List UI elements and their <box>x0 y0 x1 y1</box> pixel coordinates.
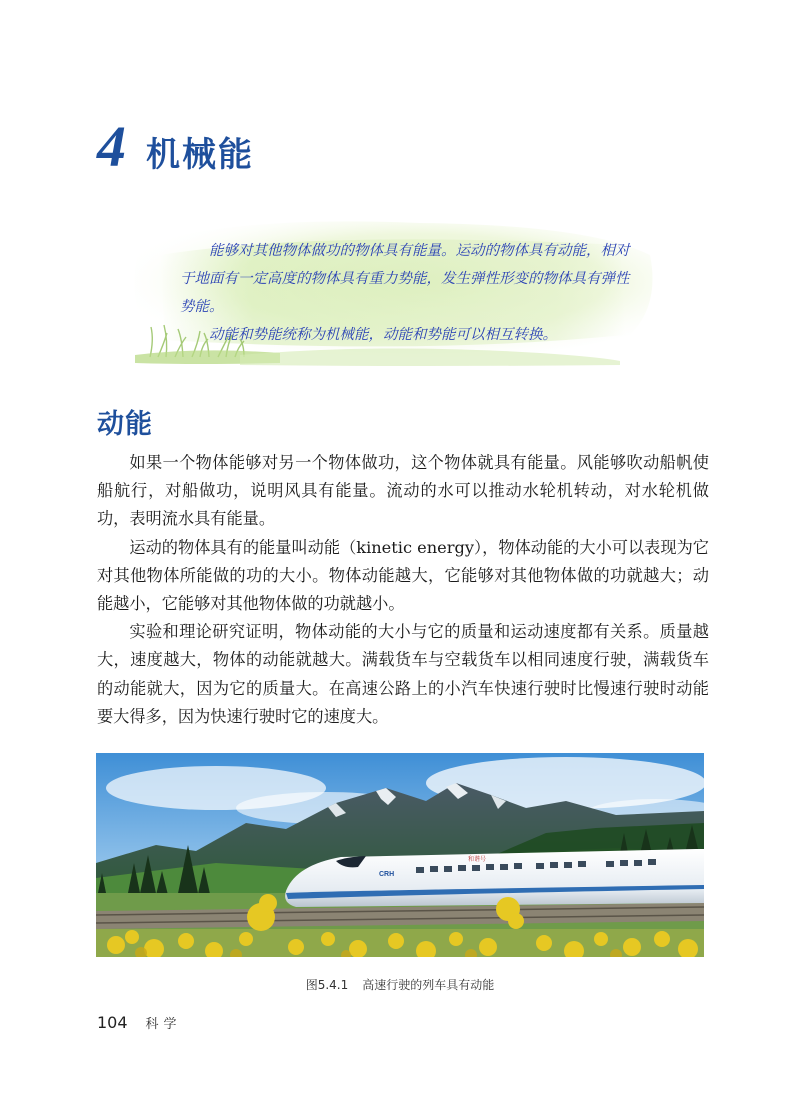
book-title: 科学 <box>145 1017 182 1032</box>
summary-paragraph: 能够对其他物体做功的物体具有能量。运动的物体具有动能，相对于地面有一定高度的物体具有重力势能，发生弹性形变的物体具有弹性势能。 <box>180 243 630 315</box>
chapter-number: 4 <box>97 114 126 179</box>
figure-number: 图5.4.1 <box>305 978 349 992</box>
figure-caption <box>0 976 800 993</box>
body-paragraph: 运动的物体具有的能量叫动能（kinetic energy），物体动能的大小可以表现为它对其他物体所能做的功的大小。物体动能越大，它能够对其他物体做的功就越大；动能越小，它能够对其他物体做的功就越小。 <box>97 537 709 614</box>
figure-caption-text: 高速行驶的列车具有动能 <box>362 978 495 992</box>
body-text <box>97 449 709 731</box>
chapter-summary-box <box>120 215 660 375</box>
section-title: 动能 <box>97 409 153 440</box>
train-landscape-illustration <box>96 753 704 957</box>
body-paragraph: 实验和理论研究证明，物体动能的大小与它的质量和运动速度都有关系。质量越大，速度越大，物体的动能就越大。满载货车与空载货车以相同速度行驶，满载货车的动能就大，因为它的质量大。在高速公路上的小汽车快速行驶时比慢速行驶时动能要大得多，因为快速行驶时它的速度大。 <box>97 622 709 726</box>
body-paragraph: 如果一个物体能够对另一个物体做功，这个物体就具有能量。风能够吹动船帆使船航行，对船做功，说明风具有能量。流动的水可以推动水轮机转动，对水轮机做功，表明流水具有能量。 <box>97 453 709 529</box>
summary-text <box>180 237 635 349</box>
high-speed-train-photo <box>96 753 704 957</box>
chapter-title: 机械能 <box>146 135 254 175</box>
train-logo-text: CRH <box>379 871 395 878</box>
train-name-text: 和谐号 <box>468 856 487 863</box>
summary-paragraph: 动能和势能统称为机械能，动能和势能可以相互转换。 <box>209 327 557 343</box>
chapter-heading <box>97 114 254 188</box>
page-footer <box>97 1013 182 1032</box>
page-number: 104 <box>97 1013 128 1032</box>
